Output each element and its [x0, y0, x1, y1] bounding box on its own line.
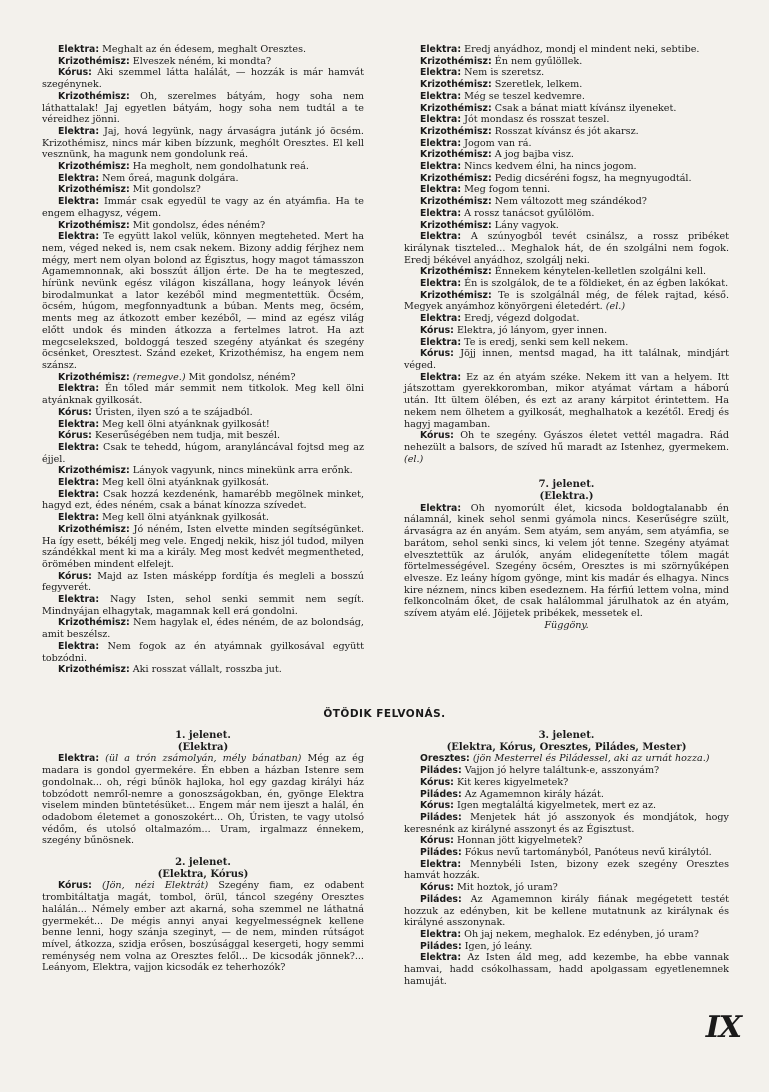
left-column [42, 44, 364, 676]
scene-heading: 1. jelenet. [175, 730, 231, 741]
dialogue-line [42, 465, 364, 477]
line-text: Meg kell ölni atyánknak gyilkosát! [102, 418, 270, 430]
dialogue-line [42, 512, 364, 524]
line-text: Ez az én atyám széke. Nekem itt van a helyem. Itt játszottam gyerekkoromban, mikor atyámat vártam a háború után. Itt ültem ölében, és ezt az arany kárpitot érintettem. Ha nekem nem ölhetem a gyilkosát, meghalhatok a kezétől. Eredj és hagyj magamban. [404, 371, 729, 430]
dialogue-line [42, 407, 364, 419]
speaker-name: Elektra: [58, 640, 100, 652]
dialogue-line [404, 290, 729, 313]
line-text: Nem őreá, magunk dolgára. [102, 172, 239, 184]
dialogue-line [404, 882, 729, 894]
line-text: Csak hozzá kezdenénk, hamarébb megölnek minket, hagyd ezt, édes néném, csak a bánat kínozza szívedet. [42, 488, 364, 512]
dialogue-line [42, 383, 364, 406]
line-text: Úristen, ilyen szó a te szájadból. [94, 406, 253, 418]
scene-cast: (Elektra, Kórus) [157, 868, 249, 880]
line-text: Mit gondolsz, néném? [188, 371, 296, 383]
dialogue-line [42, 231, 364, 371]
line-text: Meghalt az én édesem, meghalt Oresztes. [102, 44, 307, 55]
stage-direction: (jön Mesterrel és Piládessel, aki az urnát hozza.) [472, 753, 710, 765]
line-text: Jaj, hová legyünk, nagy árvaságra jutánk jó öcsém. Krizothémisz, nincs már kiben bízzunk, meghólt Oresztes. El kell vesznünk, ha magunk nem gondolunk reá. [42, 125, 364, 161]
dialogue-line [42, 91, 364, 126]
dialogue-line [42, 56, 364, 68]
speaker-name: Kórus: [420, 835, 454, 847]
dialogue-line [404, 430, 729, 465]
act5-left-column [42, 730, 364, 974]
speaker-name: Kórus: [58, 406, 92, 418]
dialogue-line [404, 812, 729, 835]
speaker-name: Kórus: [420, 324, 454, 336]
line-text: Jó néném, Isten elvette minden segítségünket. Ha így esett, békélj meg vele. Engedj nekik, hisz jól tudod, milyen szándékkal ment ki ma a király. Meg most kedvét megmentheted, örömében mindent elfelejt. [42, 523, 364, 570]
speaker-name: Krizothémisz: [420, 196, 492, 208]
line-text: A jog bajba visz. [494, 149, 574, 161]
speaker-name: Elektra: [420, 928, 462, 940]
line-text: Nagy Isten, sehol senki semmit nem segít. Mindnyájan elhagytak, magamnak kell erá gondolni. [42, 594, 364, 617]
dialogue-line [404, 800, 729, 812]
line-text: Igen megtaláltá kigyelmetek, mert ez az. [456, 800, 657, 812]
line-text: Elektra, jó lányom, gyer innen. [456, 324, 608, 336]
speaker-name: Elektra: [58, 172, 100, 184]
line-text: Keserűségében nem tudja, mit beszél. [94, 430, 281, 442]
speaker-name: Elektra: [420, 137, 462, 149]
dialogue-line [404, 765, 729, 777]
speaker-name: Elektra: [420, 90, 462, 102]
dialogue-line [404, 44, 729, 56]
page-number: IX [705, 1010, 741, 1045]
dialogue-line [42, 442, 364, 465]
dialogue-line [42, 419, 364, 431]
stage-direction: (Jön, nézi Elektrát) [102, 880, 209, 892]
line-text: Jöjj innen, mentsd magad, ha itt találnak, mindjárt véged. [404, 348, 729, 371]
speaker-name: Piládes: [420, 847, 462, 859]
speaker-name: Krizothémisz: [58, 664, 130, 676]
line-text: Meg kell ölni atyánknak gyilkosát. [102, 512, 269, 524]
line-text: Eredj, végezd dolgodat. [464, 313, 580, 325]
dialogue-line [404, 138, 729, 150]
speaker-name: Krizothémisz: [58, 371, 130, 383]
speaker-name: Elektra: [420, 67, 462, 79]
line-text: Lányok vagyunk, nincs minekünk arra erőnk. [132, 465, 353, 477]
speaker-name: Elektra: [58, 594, 100, 606]
dialogue-line [42, 126, 364, 161]
speaker-name: Krizothémisz: [58, 55, 130, 67]
line-text: Lány vagyok. [494, 219, 559, 231]
speaker-name: Kórus: [58, 880, 92, 892]
dialogue-line [404, 952, 729, 987]
dialogue-line [42, 67, 364, 90]
speaker-name: Krizothémisz: [420, 266, 492, 278]
dialogue-line [404, 196, 729, 208]
speaker-name: Krizothémisz: [420, 219, 492, 231]
line-text: A rossz tanácsot gyűlölöm. [464, 207, 595, 219]
line-text: Oh jaj nekem, meghalok. Ez edényben, jó uram? [464, 928, 699, 940]
speaker-name: Krizothémisz: [420, 125, 492, 137]
dialogue-line [404, 103, 729, 115]
speaker-name: Elektra: [58, 512, 100, 524]
dialogue-line [42, 173, 364, 185]
line-text: Oh te szegény. Gyászos életet vettél magadra. Rád nehezült a balsors, de szíved hű maradt az Istenhez, gyermekem. [404, 430, 729, 453]
line-text: Te is eredj, senki sem kell nekem. [464, 336, 629, 348]
speaker-name: Kórus: [58, 67, 92, 79]
speaker-name: Krizothémisz: [420, 55, 492, 67]
speaker-name: Krizothémisz: [420, 149, 492, 161]
line-text: Kit keres kigyelmetek? [456, 776, 569, 788]
dialogue-line [42, 372, 364, 384]
speaker-name: Kórus: [58, 570, 92, 582]
dialogue-line [42, 220, 364, 232]
dialogue-line [404, 126, 729, 138]
act-title: ÖTÖDIK FELVONÁS. [323, 708, 446, 720]
dialogue-line [404, 348, 729, 371]
dialogue-line [404, 278, 729, 290]
line-text: Meg fogom tenni. [464, 184, 551, 196]
line-text: Fókus nevű tartományból, Panóteus nevű királytól. [464, 847, 712, 859]
speaker-name: Elektra: [420, 336, 462, 348]
speaker-name: Krizothémisz: [420, 79, 492, 91]
speaker-name: Kórus: [420, 800, 454, 812]
speaker-name: Piládes: [420, 765, 462, 777]
speaker-name: Kórus: [420, 348, 454, 360]
line-text: Szegény fiam, ez odabent trombitáltatja magát, tombol, örül, táncol szegény Oresztes halálán... Némely ember azt akarná, soha szemmel ne láthatná gyermekét... De mégis annyi anyai kegyelmességnek kellene benne lenni, hogy szánja szeginyt, — de nem, minden rútságot mível, átkozza, szidja erősen, boszúsággal kesergeti, hogy semmi reménység nem volna az Oresztes felől... De kicsodák jönnek?... Leányom, Elektra, vajjon kicsodák ez teherhozók? [42, 880, 364, 974]
line-text: Te együtt lakol velük, könnyen megteheted. Mert ha nem, véged neked is, nem csak nekem. Bizony addig férjhez nem mégy, mert nem olyan bolond az Égisztus, hogy magot támasszon Agamemnonnak, aki bosszút álljon érte. De ha te megteszed, hírünk nevünk egész világon kiszállana, hogy leányok lévén birodalmunkat a lator kezéből mind megmentettük. Öcsém, öcsém, húgom, megfonnyadtunk a búban. Ments meg, öcsém, ments meg az átkozott ember kezéből, — mind az egész világ előtt undok és minden átkozza a fertelmes latrot. Ha azt megcselekszed, boldoggá teszed szegény atyánkat és szegény öcsénket, Oresztest. Szánd ezeket, Krizothémisz, ha engem nem szánsz. [42, 231, 364, 371]
dialogue-line [404, 91, 729, 103]
line-text: Mennybéli Isten, bizony ezek szegény Oresztes hamvát hozzák. [404, 858, 729, 882]
speaker-name: Kórus: [420, 882, 454, 894]
dialogue-line [404, 753, 729, 765]
speaker-name: Krizothémisz: [58, 90, 130, 102]
line-text: Az Agamemnon király házát. [464, 788, 604, 800]
speaker-name: Krizothémisz: [58, 184, 130, 196]
line-text: Csak a bánat miatt kívánsz ilyeneket. [494, 102, 677, 114]
dialogue-line [404, 208, 729, 220]
line-text: Majd az Isten másképp fordítja és megleli a bosszú fegyverét. [42, 570, 364, 594]
dialogue-line [404, 789, 729, 801]
line-text: Nincs kedvem élni, ha nincs jogom. [464, 161, 637, 173]
speaker-name: Elektra: [58, 488, 100, 500]
line-text: Te is szolgálnál még, de félek rajtad, késő. Megyek anyámhoz könyörgeni életedért. [404, 289, 729, 313]
line-text: A szúnyogból tevét csinálsz, a rossz pribéket királynak tiszteled... Meghalok hát, de én szolgálni nem fogok. Eredj békével anyádhoz, szolgálj neki. [404, 231, 729, 266]
speaker-name: Elektra: [58, 477, 100, 489]
dialogue-line [42, 641, 364, 664]
dialogue-line [404, 161, 729, 173]
scene-cast: (Elektra) [177, 741, 229, 753]
speaker-name: Krizothémisz: [58, 219, 130, 231]
speaker-name: Elektra: [58, 196, 100, 208]
line-text: Jót mondasz és rosszat teszel. [464, 114, 610, 126]
line-text: Nem is szeretsz. [464, 67, 545, 79]
dialogue-line [42, 489, 364, 512]
speaker-name: Elektra: [420, 207, 462, 219]
line-text: Nem hagylak el, édes néném, de az bolondság, amit beszélsz. [42, 617, 364, 641]
speaker-name: Elektra: [420, 231, 462, 243]
line-text: Mit hoztok, jó uram? [456, 882, 558, 894]
speaker-name: Elektra: [420, 44, 462, 55]
dialogue-line [42, 430, 364, 442]
dialogue-line [404, 173, 729, 185]
line-text: Oh nyomorúlt élet, kicsoda boldogtalanabb én nálamnál, kinek sehol senmi gyámola nincs. Keserűségre szült, árvaságra az én anyám. Sem atyám, sem anyám, sem atyámfia, se barátom, sehol senki sincs, ki velem jót tenne. Szegény atyámat elvesztettük az árulók, anyám elidegenítette tőlem magát förtelmességével. Szegény öcsém, Oresztes is mi szörnyűképen elvesze. Ez leány hígom gyönge, mint kis madár és elhagya. Nincs kire néznem, nincs kiben esedeznem. Ha férfiú lettem volna, mind felkoncolnám őket, de csak halálommal járulhatok az én atyám, szívem atyám elé. Jöjjetek pribékek, messetek el. [404, 502, 729, 620]
speaker-name: Elektra: [58, 753, 100, 765]
speaker-name: Elektra: [420, 161, 462, 173]
line-text: Nem változott meg szándékod? [494, 196, 647, 208]
speaker-name: Kórus: [420, 776, 454, 788]
line-text: Immár csak egyedül te vagy az én atyámfia. Ha te engem elhagysz, végem. [42, 196, 364, 219]
scene-cast: (Elektra, Kórus, Oresztes, Piládes, Mester) [446, 741, 687, 753]
dialogue-line [42, 880, 364, 974]
speaker-name: Elektra: [420, 858, 462, 870]
dialogue-line [42, 44, 364, 56]
right-column [404, 44, 729, 631]
line-text: Ha megholt, nem gondolhatunk reá. [132, 161, 309, 173]
speaker-name: Piládes: [420, 893, 462, 905]
scene-cast: (Elektra.) [539, 491, 594, 503]
dialogue-line [42, 524, 364, 571]
line-text: Honnan jött kigyelmetek? [456, 835, 583, 847]
speaker-name: Elektra: [420, 952, 462, 964]
line-text: Még se teszel kedvemre. [464, 90, 585, 102]
line-text: Igen, jó leány. [464, 940, 533, 952]
stage-direction: (el.) [605, 301, 626, 313]
speaker-name: Elektra: [420, 278, 462, 290]
speaker-name: Elektra: [420, 371, 462, 383]
line-text: Nem fogok az én atyámnak gyilkosával együtt tobzódni. [42, 640, 364, 664]
dialogue-line [404, 56, 729, 68]
dialogue-line [404, 220, 729, 232]
speaker-name: Elektra: [420, 313, 462, 325]
speaker-name: Krizothémisz: [420, 102, 492, 114]
line-text: Az Agamemnon király fiának megégetett testét hozzuk az edényben, kit be kellene mutatnunk az királynak és királyné asszonynak. [404, 893, 729, 929]
dialogue-line [404, 859, 729, 882]
dialogue-line [404, 325, 729, 337]
speaker-name: Krizothémisz: [58, 465, 130, 477]
speaker-name: Piládes: [420, 811, 462, 823]
dialogue-line [42, 617, 364, 640]
curtain-note: Függöny. [544, 619, 589, 631]
speaker-name: Elektra: [58, 125, 100, 137]
line-text: Eredj anyádhoz, mondj el mindent neki, sebtibe. [464, 44, 700, 55]
dialogue-line [404, 79, 729, 91]
line-text: Menjetek hát jó asszonyok és mondjátok, hogy keresnénk az királyné asszonyt és az Égisztust. [404, 811, 729, 835]
line-text: Meg kell ölni atyánknak gyilkosát. [102, 477, 269, 489]
speaker-name: Krizothémisz: [420, 172, 492, 184]
speaker-name: Krizothémisz: [58, 161, 130, 173]
line-text: Én is szolgálok, de te a földieket, én az égben lakókat. [464, 278, 729, 290]
line-text: Pedig dicséréni fogsz, ha megnyugodtál. [494, 172, 692, 184]
line-text: Én tőled már semmit nem titkolok. Meg kell ölni atyánknak gyilkosát. [42, 383, 365, 407]
dialogue-line [42, 196, 364, 219]
dialogue-line [42, 753, 364, 847]
line-text: Mit gondolsz? [132, 184, 201, 196]
dialogue-line [404, 929, 729, 941]
line-text: Mit gondolsz, édes néném? [132, 219, 266, 231]
dialogue-line [404, 184, 729, 196]
line-text: Én nem gyűlöllek. [494, 55, 583, 67]
line-text: Rosszat kívánsz és jót akarsz. [494, 125, 639, 137]
dialogue-line [42, 571, 364, 594]
dialogue-line [42, 664, 364, 676]
line-text: Elveszek néném, ki mondta? [132, 55, 272, 67]
line-text: Még az ég madara is gondol gyermekére. Én ebben a házban Istenre sem gondolnak... oh, régi bűnök hajloka, hol egy gazdag királyi ház tobzódott nemről-nemre a gonoszságokban, én, gyönge Elektra viselem minden büntetésüket... Engem már nem ijeszt a halál, én odadobom életemet a gonoszokért... Oh, Úristen, te vagy utolsó védőm, és utolsó oltalmazóm... Uram, irgalmazz énnekem, szegény bűnösnek. [42, 753, 364, 847]
line-text: Jogom van rá. [464, 137, 532, 149]
scene-heading: 3. jelenet. [538, 730, 595, 741]
dialogue-line [404, 847, 729, 859]
speaker-name: Krizothémisz: [58, 617, 130, 629]
speaker-name: Elektra: [420, 114, 462, 126]
line-text: Csak te tehedd, húgom, aranyláncával fojtsd meg az éjjel. [42, 441, 364, 465]
dialogue-line [404, 503, 729, 620]
speaker-name: Elektra: [420, 184, 462, 196]
speaker-name: Elektra: [58, 383, 100, 395]
dialogue-line [404, 149, 729, 161]
scene-heading: 2. jelenet. [175, 857, 231, 869]
speaker-name: Kórus: [420, 430, 454, 442]
dialogue-line [42, 184, 364, 196]
dialogue-line [404, 894, 729, 929]
line-text: Énnekem kénytelen-kelletlen szolgálni kell. [494, 266, 707, 278]
dialogue-line [404, 337, 729, 349]
line-text: Aki rosszat vállalt, rosszba jut. [132, 664, 282, 676]
stage-direction: (ül a trón zsámolyán, mély bánatban) [105, 753, 302, 765]
dialogue-line [404, 777, 729, 789]
line-text: Aki szemmel látta halálát, — hozzák is már hamvát szegénynek. [42, 67, 364, 91]
dialogue-line [404, 67, 729, 79]
speaker-name: Kórus: [58, 430, 92, 442]
speaker-name: Elektra: [58, 441, 100, 453]
line-text: Vajjon jó helyre találtunk-e, asszonyám? [464, 765, 660, 777]
speaker-name: Elektra: [58, 418, 100, 430]
speaker-name: Elektra: [58, 231, 100, 243]
stage-direction: (remegve.) [132, 371, 186, 383]
dialogue-line [404, 266, 729, 278]
speaker-name: Krizothémisz: [58, 523, 130, 535]
speaker-name: Piládes: [420, 788, 462, 800]
speaker-name: Elektra: [420, 502, 462, 514]
dialogue-line [42, 477, 364, 489]
line-text: Az Isten áld meg, add kezembe, ha ebbe vannak hamvai, hadd csókolhassam, hadd apolgassam egyetlenemnek hamuját. [404, 952, 729, 987]
speaker-name: Piládes: [420, 940, 462, 952]
act5-right-column [404, 730, 729, 987]
speaker-name: Krizothémisz: [420, 289, 492, 301]
scene-heading: 7. jelenet. [538, 479, 595, 491]
speaker-name: Elektra: [58, 44, 100, 55]
dialogue-line [42, 594, 364, 617]
line-text: Oh, szerelmes bátyám, hogy soha nem láthattalak! Jaj egyetlen bátyám, hogy soha nem tudtál a te véreidhez jönni. [42, 90, 364, 126]
dialogue-line [404, 835, 729, 847]
dialogue-line [404, 231, 729, 266]
stage-direction: (el.) [404, 453, 424, 465]
line-text: Szeretlek, lelkem. [494, 79, 583, 91]
dialogue-line [404, 313, 729, 325]
dialogue-line [42, 161, 364, 173]
dialogue-line [404, 114, 729, 126]
dialogue-line [404, 941, 729, 953]
speaker-name: Oresztes: [420, 753, 470, 765]
dialogue-line [404, 372, 729, 431]
